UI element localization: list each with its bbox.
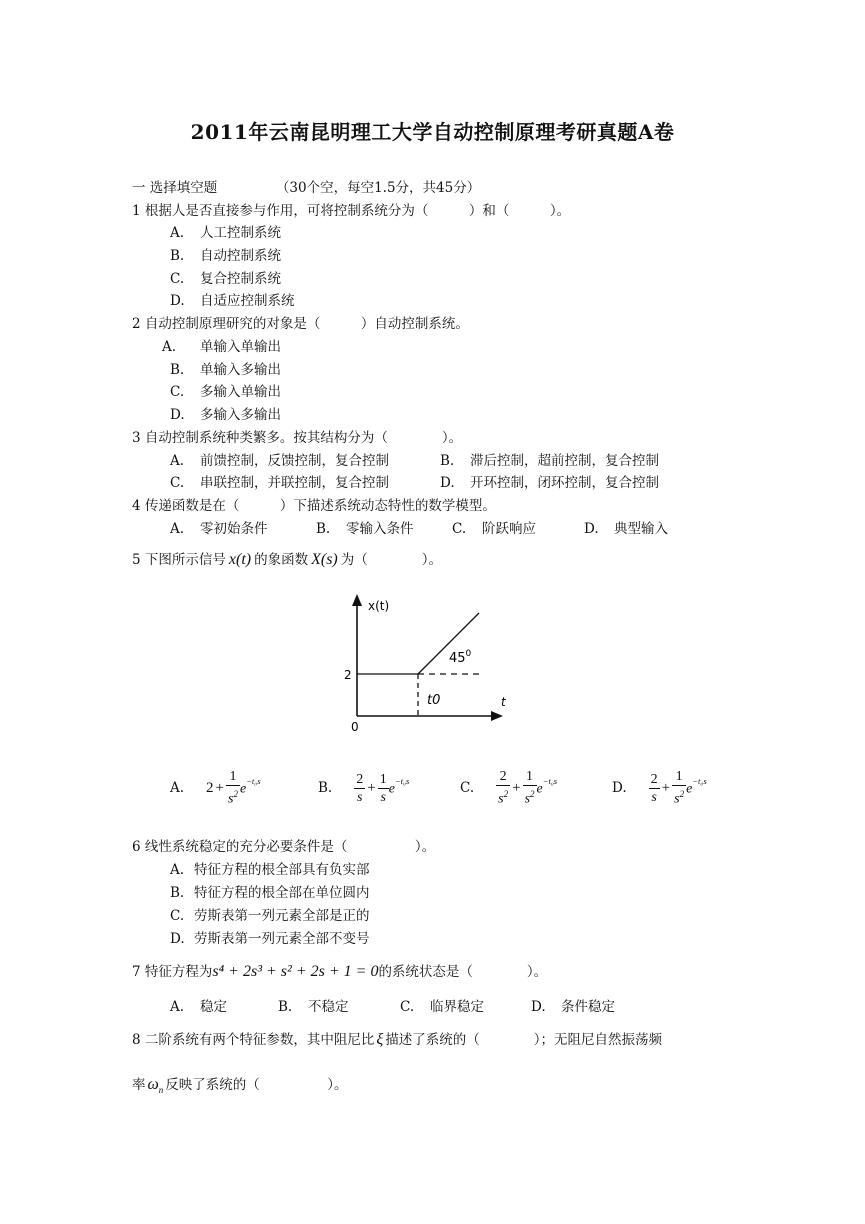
- question-5-option-a: [170, 766, 261, 810]
- denominator: s: [651, 789, 657, 805]
- option-label: D.: [531, 999, 546, 1015]
- option-label: A.: [170, 521, 185, 537]
- denominator: [226, 786, 240, 808]
- option-label: A.: [170, 453, 185, 469]
- option-text: 串联控制，并联控制，复合控制: [200, 475, 389, 491]
- option-text: 开环控制，闭环控制，复合控制: [470, 475, 659, 491]
- denominator-power: 2: [679, 789, 685, 800]
- option-text: 劳斯表第一列元素全部是正的: [194, 908, 370, 924]
- denominator: s: [380, 789, 386, 805]
- question-2-option-d: [170, 403, 281, 423]
- option-text: 特征方程的根全部在单位圆内: [194, 885, 370, 901]
- signal-graph: [335, 588, 510, 738]
- fraction-second: [378, 771, 389, 806]
- option-label: B.: [170, 248, 185, 264]
- option-label: A.: [162, 339, 177, 355]
- option-label: C.: [452, 521, 467, 537]
- option-text: 单输入多输出: [200, 362, 281, 378]
- option-label: C.: [170, 384, 185, 400]
- exponential-term: [686, 775, 707, 798]
- option-label: B.: [170, 362, 185, 378]
- angle-label: [449, 649, 472, 666]
- denominator: [672, 786, 686, 808]
- question-7-stem-suffix: 的系统状态是（ ）。: [378, 964, 548, 980]
- document-title: 2011年云南昆明理工大学自动控制原理考研真题A卷: [190, 120, 675, 144]
- question-6-option-b: [170, 881, 370, 901]
- exp-base: e: [239, 781, 247, 797]
- question-8-line-1: [132, 1028, 662, 1049]
- question-4-option-a: [170, 517, 268, 537]
- question-5-stem-mid: 的象函数: [254, 552, 309, 568]
- option-text: 复合控制系统: [200, 271, 281, 287]
- option-label: D.: [612, 780, 627, 796]
- question-8-line-2: [132, 1073, 348, 1095]
- x-axis-arrow: [491, 711, 503, 721]
- exp-power: −t₀s: [394, 775, 410, 786]
- question-7-stem: [132, 960, 547, 981]
- option-text: 不稳定: [308, 999, 349, 1015]
- question-7-option-b: [278, 995, 349, 1015]
- numerator: 1: [379, 771, 387, 787]
- option-label: C.: [170, 271, 185, 287]
- option-text: 典型输入: [614, 521, 668, 537]
- exp-power: −t₀s: [542, 775, 558, 786]
- numerator: 2: [356, 771, 364, 787]
- exponential-term: [536, 775, 558, 798]
- question-6-option-d: [170, 927, 370, 947]
- question-4-option-d: [584, 517, 668, 537]
- question-1-option-b: [170, 244, 281, 264]
- fraction-first: [649, 771, 660, 806]
- option-label: A.: [170, 780, 185, 796]
- y-axis-arrow: [352, 594, 362, 606]
- question-7-option-c: [400, 995, 484, 1015]
- question-3-option-c: [170, 471, 389, 491]
- section-score-note: （30个空，每空1.5分，共45分）: [275, 180, 481, 196]
- question-6-option-a: [170, 858, 370, 878]
- option-label: D.: [584, 521, 599, 537]
- natural-frequency-subscript: n: [158, 1084, 164, 1095]
- question-2-stem: 2 自动控制原理研究的对象是（ ）自动控制系统。: [132, 316, 469, 332]
- question-4-option-b: [316, 517, 414, 537]
- natural-frequency-symbol: ω: [147, 1076, 159, 1093]
- option-label: C.: [400, 999, 415, 1015]
- option-label: D.: [440, 475, 455, 491]
- question-5-option-b: [318, 766, 409, 810]
- question-5-stem-prefix: 5 下图所示信号: [132, 552, 226, 568]
- option-text: 自适应控制系统: [200, 293, 295, 309]
- option-label: D.: [170, 407, 185, 423]
- plus-sign: +: [512, 779, 521, 796]
- option-text: 滞后控制，超前控制，复合控制: [470, 453, 659, 469]
- question-8-line-2-suffix: 反映了系统的（ ）。: [165, 1077, 348, 1093]
- option-text: 特征方程的根全部具有负实部: [194, 862, 370, 878]
- question-6-option-c: [170, 904, 370, 924]
- option-label: B.: [440, 453, 455, 469]
- option-label: A.: [170, 862, 185, 878]
- numerator: 1: [226, 768, 240, 786]
- option-label: D.: [170, 293, 185, 309]
- question-7-option-d: [531, 995, 615, 1015]
- question-1-option-d: [170, 289, 295, 309]
- question-3-option-d: [440, 471, 659, 491]
- question-7-stem-prefix: 7 特征方程为: [132, 964, 213, 980]
- question-1-stem: 1 根据人是否直接参与作用，可将控制系统分为（ ）和（ ）。: [132, 203, 571, 219]
- question-5-stem-suffix: 为（ ）。: [340, 552, 442, 568]
- option-text: 劳斯表第一列元素全部不变号: [194, 931, 370, 947]
- option-label: A.: [170, 999, 185, 1015]
- option-label: B.: [170, 885, 185, 901]
- exp-base: e: [388, 781, 395, 797]
- option-text: 条件稳定: [561, 999, 615, 1015]
- question-1-option-a: [170, 221, 281, 241]
- question-6-stem: 6 线性系统稳定的充分必要条件是（ ）。: [132, 839, 436, 855]
- question-7-option-a: [170, 995, 227, 1015]
- denominator-power: 2: [503, 789, 509, 800]
- section-heading: [132, 176, 480, 196]
- option-text: 单输入单输出: [200, 339, 281, 355]
- option-label: C.: [460, 780, 475, 796]
- denominator: [523, 786, 537, 808]
- numerator: 1: [523, 768, 537, 786]
- question-1-option-c: [170, 267, 281, 287]
- option-text: 临界稳定: [430, 999, 484, 1015]
- exp-base: e: [536, 781, 543, 797]
- plus-sign: +: [367, 779, 376, 796]
- y-axis-label: x(t): [368, 599, 390, 613]
- fraction: [226, 768, 240, 808]
- question-5-stem: [132, 548, 442, 569]
- question-5-option-d: [612, 766, 707, 810]
- numerator: 1: [672, 768, 686, 786]
- question-2-option-b: [170, 358, 281, 378]
- t0-label: t0: [427, 693, 441, 708]
- question-2-option-a: [162, 335, 281, 355]
- plus-sign: +: [661, 779, 671, 796]
- question-5-option-c: [460, 766, 557, 810]
- denominator-base: s: [524, 791, 531, 807]
- fraction-first: [496, 768, 510, 808]
- question-2-option-c: [170, 380, 281, 400]
- question-4-stem: 4 传递函数是在（ ）下描述系统动态特性的数学模型。: [132, 498, 496, 514]
- exponential-term: [388, 775, 410, 798]
- option-text: 零输入条件: [346, 521, 414, 537]
- option-label: A.: [170, 225, 185, 241]
- whole-term: 2: [206, 779, 214, 796]
- numerator: 2: [650, 771, 658, 787]
- question-8-line-1-suffix: 描述了系统的（ ）；无阻尼自然振荡频: [385, 1032, 662, 1048]
- option-text: 前馈控制，反馈控制，复合控制: [200, 453, 389, 469]
- fraction-second: [523, 768, 537, 808]
- option-text: 零初始条件: [200, 521, 268, 537]
- origin-label: 0: [351, 720, 359, 734]
- option-text: 多输入多输出: [200, 407, 281, 423]
- denominator-power: 2: [530, 789, 535, 800]
- option-text: 阶跃响应: [482, 521, 536, 537]
- question-3-stem: 3 自动控制系统种类繁多。按其结构分为（ ）。: [132, 430, 463, 446]
- section-heading-text: 一 选择填空题: [132, 180, 218, 196]
- transform-symbol: X(s): [311, 551, 338, 568]
- option-text: 自动控制系统: [200, 248, 281, 264]
- question-3-option-b: [440, 449, 659, 469]
- exp-base: e: [686, 781, 693, 797]
- y-tick-label: 2: [344, 668, 352, 682]
- denominator-base: s: [498, 791, 504, 807]
- question-3-option-a: [170, 449, 389, 469]
- question-4-option-c: [452, 517, 536, 537]
- x-axis-label: t: [501, 695, 506, 709]
- numerator: 2: [496, 768, 510, 786]
- option-label: D.: [170, 931, 185, 947]
- denominator-base: s: [674, 791, 680, 807]
- denominator: [496, 786, 510, 808]
- option-label: B.: [278, 999, 293, 1015]
- option-label: B.: [318, 780, 333, 796]
- characteristic-equation: s⁴ + 2s³ + s² + 2s + 1 = 0: [212, 963, 379, 980]
- plus-sign: +: [215, 779, 225, 796]
- question-8-line-2-prefix: 率: [132, 1077, 146, 1093]
- angle-degree: 0: [465, 649, 472, 659]
- signal-symbol: x(t): [228, 551, 252, 568]
- option-label: C.: [170, 475, 185, 491]
- exp-power: −t₀s: [246, 775, 261, 786]
- angle-value: 45: [449, 651, 466, 666]
- option-text: 人工控制系统: [200, 225, 281, 241]
- option-text: 稳定: [200, 999, 227, 1015]
- option-label: C.: [170, 908, 185, 924]
- denominator: s: [356, 789, 363, 805]
- exp-power: −t₀s: [692, 775, 707, 786]
- question-8-line-1-prefix: 8 二阶系统有两个特征参数，其中阻尼比: [132, 1032, 375, 1048]
- damping-ratio-symbol: ξ: [376, 1031, 384, 1048]
- exponential-term: [239, 775, 261, 798]
- denominator-base: s: [228, 791, 234, 807]
- option-label: B.: [316, 521, 331, 537]
- fraction-second: [672, 768, 686, 808]
- fraction-first: [354, 771, 365, 806]
- denominator-power: 2: [233, 789, 238, 800]
- option-text: 多输入单输出: [200, 384, 281, 400]
